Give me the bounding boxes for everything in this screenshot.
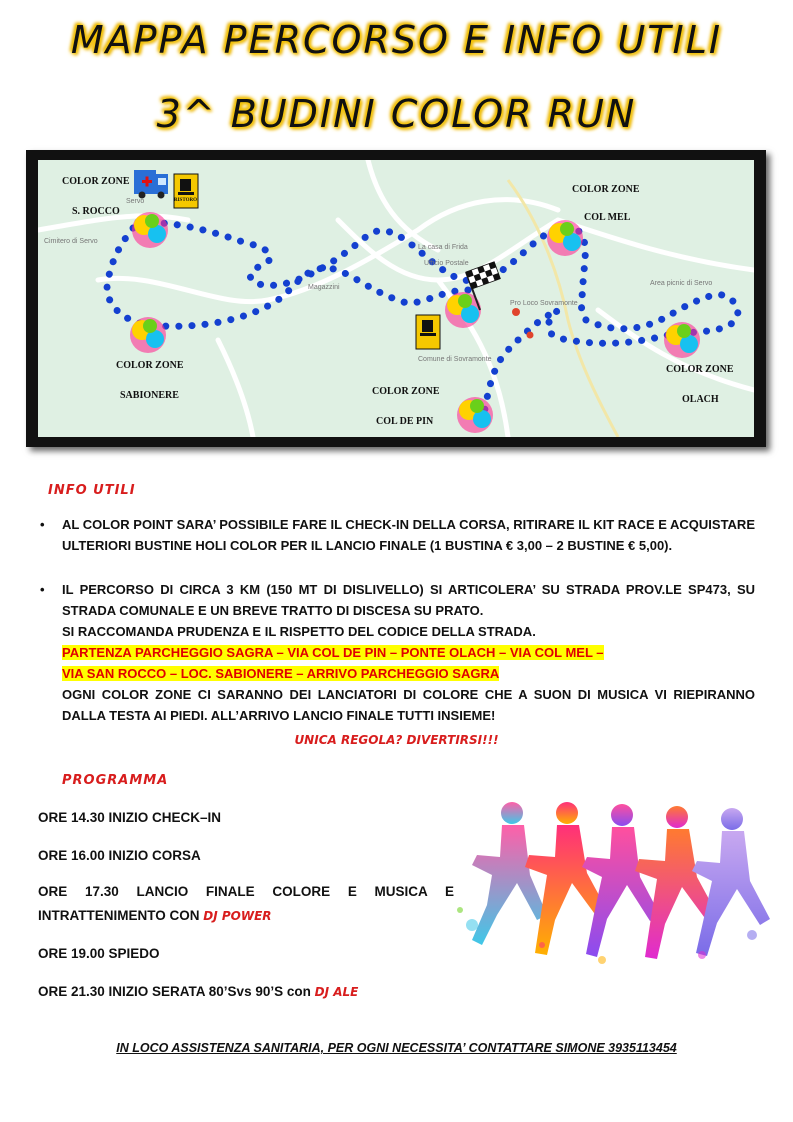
ambulance-icon: [134, 170, 168, 199]
place-postale: Ufficio Postale: [424, 260, 469, 267]
info-prudenza: SI RACCOMANDA PRUDENZA E IL RISPETTO DEL CODICE DELLA STRADA.: [62, 624, 536, 639]
splash-col-de-pin: [457, 397, 493, 433]
label-s-rocco: S. ROCCO: [72, 206, 120, 217]
label-color-zone-sabionere: COLOR ZONE: [116, 360, 184, 371]
place-area: Area picnic di Servo: [650, 280, 713, 287]
route-line-1: PARTENZA PARCHEGGIO SAGRA – VIA COL DE PIN – PONTE OLACH – VIA COL MEL –: [62, 645, 604, 660]
route-map-frame: [26, 150, 766, 447]
place-servo: Servo: [126, 198, 145, 205]
place-casa: La casa di Frida: [418, 244, 468, 251]
programma-item-1: ORE 14.30 INIZIO CHECK–IN: [38, 810, 222, 825]
title-line-1: MAPPA PERCORSO E INFO UTILI: [70, 18, 723, 62]
route-map: [38, 160, 754, 437]
programma-item-3b-text: INTRATTENIMENTO CON: [38, 908, 200, 923]
place-proloco: Pro Loco Sovramonte: [510, 300, 578, 307]
label-olach: OLACH: [682, 394, 719, 405]
place-magazzini: Magazzini: [308, 284, 340, 291]
info-bullet-1-text: AL COLOR POINT SARA’ POSSIBILE FARE IL CHECK-IN DELLA CORSA, RITIRARE IL KIT RACE E ACQUISTARE ULTERIORI BUSTINE HOLI COLOR PER IL LANCIO FINALE (1 BUSTINA € 3,00 – 2 BUSTINE € 5,00).: [62, 517, 755, 553]
info-heading: INFO UTILI: [48, 483, 136, 498]
info-bullet-1: [40, 514, 755, 556]
place-comune: Comune di Sovramonte: [418, 356, 492, 363]
label-color-zone-srocco: COLOR ZONE: [62, 176, 130, 187]
programma-item-3b: [38, 904, 272, 928]
label-color-zone-colpin: COLOR ZONE: [372, 386, 440, 397]
info-bullet-2-text: IL PERCORSO DI CIRCA 3 KM (150 MT DI DISLIVELLO) SI ARTICOLERA’ SU STRADA PROV.LE SP473, SU STRADA COMUNALE E UN BREVE TRATTO DI DISCESA SU PRATO.: [62, 582, 755, 618]
splash-olach: [664, 322, 700, 358]
map-pin-icon: [527, 332, 534, 339]
label-ristoro: RISTORO: [174, 198, 197, 203]
dj-ale: DJ ALE: [314, 985, 359, 999]
splash-sabionere: [130, 317, 166, 353]
footer-note: IN LOCO ASSISTENZA SANITARIA, PER OGNI NECESSITA’ CONTATTARE SIMONE 3935113454: [116, 1041, 677, 1055]
bullet-icon: •: [40, 582, 45, 597]
programma-heading: PROGRAMMA: [62, 773, 169, 788]
programma-item-2: ORE 16.00 INIZIO CORSA: [38, 848, 201, 863]
color-zone-text: OGNI COLOR ZONE CI SARANNO DEI LANCIATORI DI COLORE CHE A SUON DI MUSICA VI RIEPIRANNO DALLA TESTA AI PIEDI. ALL’ARRIVO LANCIO FINALE TUTTI INSIEME!: [62, 687, 755, 723]
runner-icon: [582, 804, 660, 957]
programma-item-5: [38, 980, 358, 1004]
dj-power: DJ POWER: [203, 909, 272, 923]
label-col-de-pin: COL DE PIN: [376, 416, 434, 427]
label-sabionere: SABIONERE: [120, 390, 179, 401]
rule-line: UNICA REGOLA? DIVERTIRSI!!!: [294, 733, 499, 747]
route-line-2: VIA SAN ROCCO – LOC. SABIONERE – ARRIVO PARCHEGGIO SAGRA: [62, 666, 500, 681]
info-bullet-2: [40, 579, 755, 726]
ristoro-icon-2: [416, 315, 440, 349]
runners-illustration: [452, 795, 782, 970]
runner-icon: [692, 808, 770, 956]
splash-col-mel: [547, 220, 583, 256]
label-color-zone-colmel: COLOR ZONE: [572, 184, 640, 195]
programma-item-4: ORE 19.00 SPIEDO: [38, 946, 160, 961]
programma-item-5-text: ORE 21.30 INIZIO SERATA 80’Svs 90’S con: [38, 984, 311, 999]
map-pin-icon: [512, 308, 520, 316]
place-cimitero: Cimitero di Servo: [44, 238, 98, 245]
runner-icon: [472, 802, 547, 945]
label-color-zone-olach: COLOR ZONE: [666, 364, 734, 375]
bullet-icon: •: [40, 517, 45, 532]
splash-s-rocco: [132, 212, 168, 248]
label-col-mel: COL MEL: [584, 212, 631, 223]
title-line-2: 3^ BUDINI COLOR RUN: [156, 92, 637, 136]
programma-item-3a: ORE 17.30 LANCIO FINALE COLORE E MUSICA E: [38, 884, 454, 899]
